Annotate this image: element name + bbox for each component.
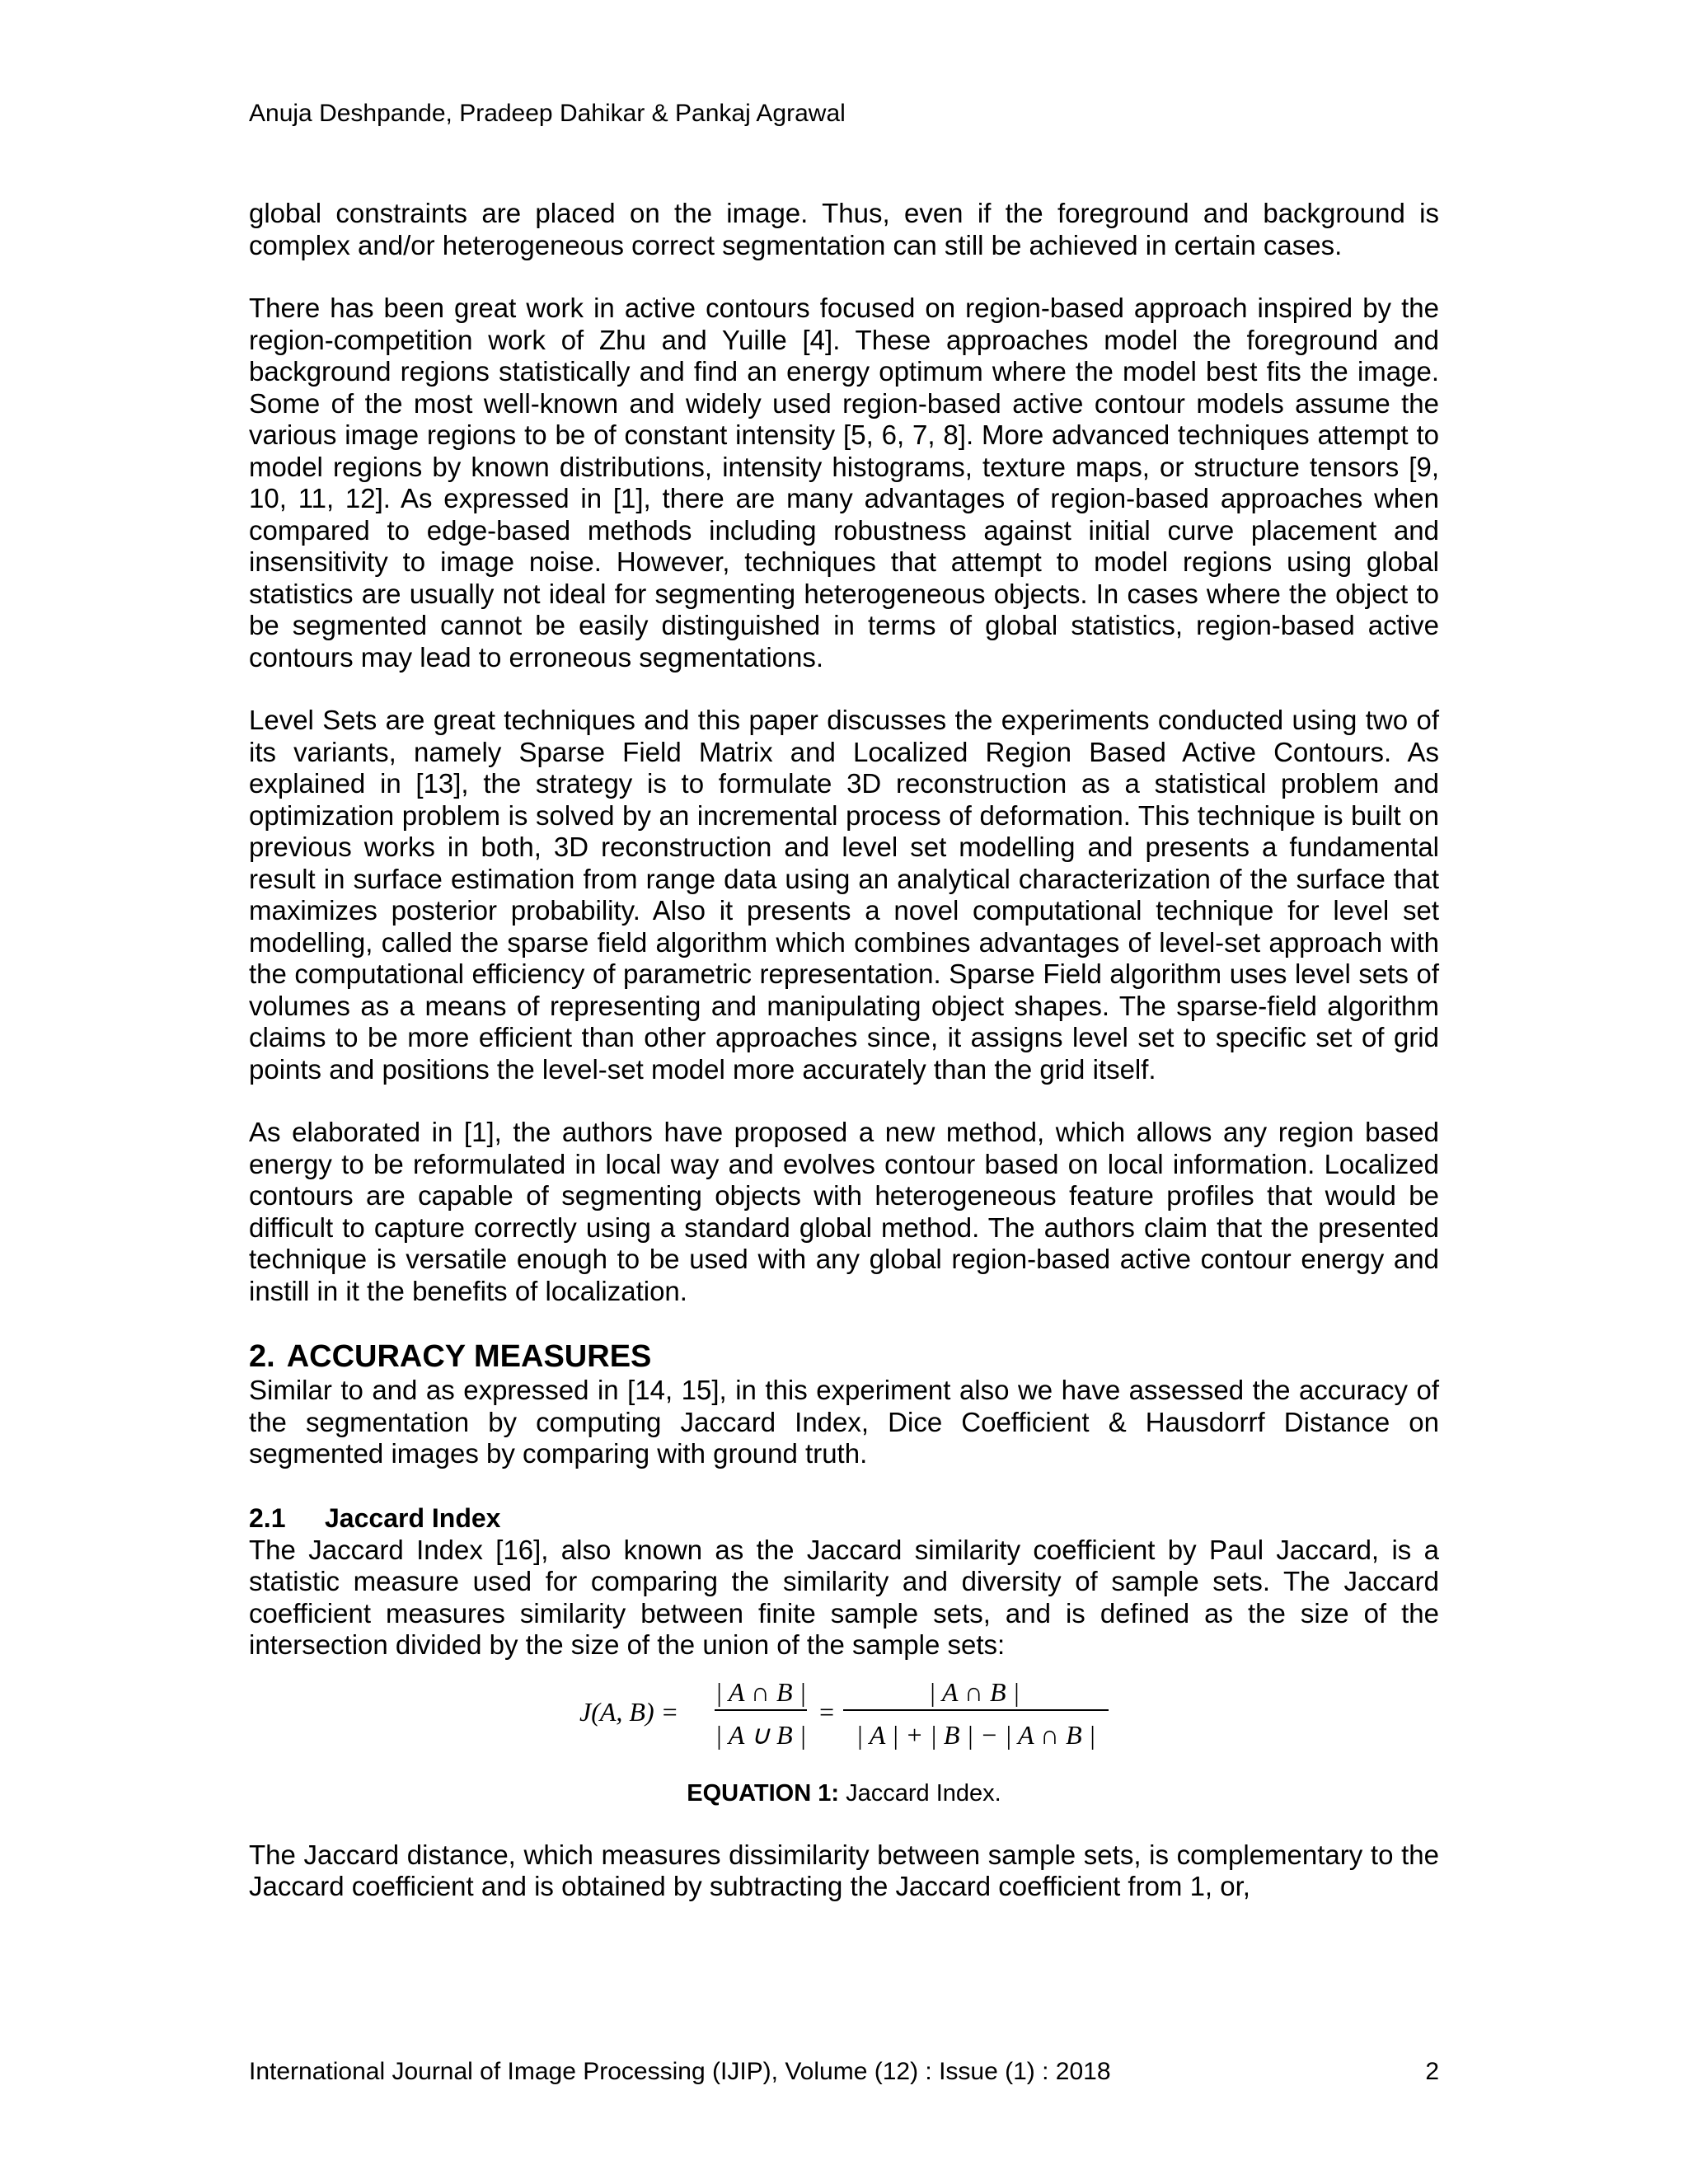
closing-paragraph: The Jaccard distance, which measures dissimilarity between sample sets, is complementary to the Jaccard coefficient and is obtained by subtracting the Jaccard coefficient from 1, or, — [249, 1839, 1439, 1901]
paragraph: global constraints are placed on the image. Thus, even if the foreground and background is complex and/or heterogeneous correct segmentation can still be achieved in certain cases. — [249, 198, 1439, 260]
subsection-title: Jaccard Index — [325, 1502, 501, 1533]
page-footer — [249, 2055, 1439, 2088]
equation-numerator-2: | A ∩ B | — [928, 1676, 1020, 1707]
equation-denominator-2: | A | + | B | − | A ∩ B | — [856, 1719, 1096, 1750]
caption-text: Jaccard Index. — [846, 1779, 1001, 1807]
paragraph: There has been great work in active contours focused on region-based approach inspired by the region-competition work of Zhu and Yuille [4]. These approaches model the foreground and background regions statistically and find an energy optimum where the model best fits the image. Some of the most well-known and widely used region-based active contour models assume the various image regions to be of constant intensity [5, 6, 7, 8]. More advanced techniques attempt to model regions by known distributions, intensity histograms, texture maps, or structure tensors [9, 10, 11, 12]. As expressed in [1], there are many advantages of region-based approaches when compared to edge-based methods including robustness against initial curve placement and insensitivity to image noise. However, techniques that attempt to model regions using global statistics are usually not ideal for segmenting heterogeneous objects. In cases where the object to be segmented cannot be easily distinguished in terms of global statistics, region-based active contours may lead to erroneous segmentations. — [249, 293, 1439, 673]
section-number: 2. — [249, 1339, 275, 1374]
journal-citation: International Journal of Image Processing (IJIP), Volume (12) : Issue (1) : 2018 — [249, 2058, 1111, 2085]
caption-label: EQUATION 1: — [687, 1779, 840, 1807]
equation-block — [249, 1671, 1439, 1760]
section-heading — [249, 1338, 1439, 1375]
paragraph: Level Sets are great techniques and this paper discusses the experiments conducted using two of its variants, namely Sparse Field Matrix and Localized Region Based Active Contours. As explained in [13], the strategy is to formulate 3D reconstruction as a statistical problem and optimization problem is solved by an incremental process of deformation. This technique is built on previous works in both, 3D reconstruction and level set modelling and presents a fundamental result in surface estimation from range data using an analytical characterization of the surface that maximizes posterior probability. Also it presents a novel computational technique for level set modelling, called the sparse field algorithm which combines advantages of level-set approach with the computational efficiency of parametric representation. Sparse Field algorithm uses level sets of volumes as a means of representing and manipulating object shapes. The sparse-field algorithm claims to be more efficient than other approaches since, it assigns level set to specific set of grid points and positions the level-set model more accurately than the grid itself. — [249, 705, 1439, 1085]
equation-caption — [249, 1779, 1439, 1808]
equation-denominator-1: | A ∪ B | — [715, 1719, 807, 1750]
jaccard-equation — [574, 1671, 1118, 1760]
page-number: 2 — [1425, 2058, 1439, 2085]
section-title: ACCURACY MEASURES — [286, 1339, 652, 1374]
subsection-heading — [249, 1502, 1439, 1535]
subsection-text: The Jaccard Index [16], also known as the Jaccard similarity coefficient by Paul Jaccard, is a statistic measure used for comparing the similarity and diversity of sample sets. The Jaccard coefficient measures similarity between finite sample sets, and is defined as the size of the intersection divided by the size of the union of the sample sets: — [249, 1534, 1439, 1660]
equation-lhs: J(A, B) = — [579, 1696, 679, 1727]
running-header: Anuja Deshpande, Pradeep Dahikar & Pankaj Agrawal — [249, 100, 846, 127]
equation-equals: = — [818, 1696, 836, 1727]
page-body — [249, 198, 1439, 1934]
subsection-number: 2.1 — [249, 1502, 286, 1533]
equation-numerator-1: | A ∩ B | — [715, 1676, 807, 1707]
paragraph: As elaborated in [1], the authors have proposed a new method, which allows any region based energy to be reformulated in local way and evolves contour based on local information. Localized contours are capable of segmenting objects with heterogeneous feature profiles that would be difficult to capture correctly using a standard global method. The authors claim that the presented technique is versatile enough to be used with any global region-based active contour energy and instill in it the benefits of localization. — [249, 1117, 1439, 1306]
section-intro: Similar to and as expressed in [14, 15], in this experiment also we have assessed the accuracy of the segmentation by computing Jaccard Index, Dice Coefficient & Hausdorrf Distance on segmented images by comparing with ground truth. — [249, 1375, 1439, 1469]
